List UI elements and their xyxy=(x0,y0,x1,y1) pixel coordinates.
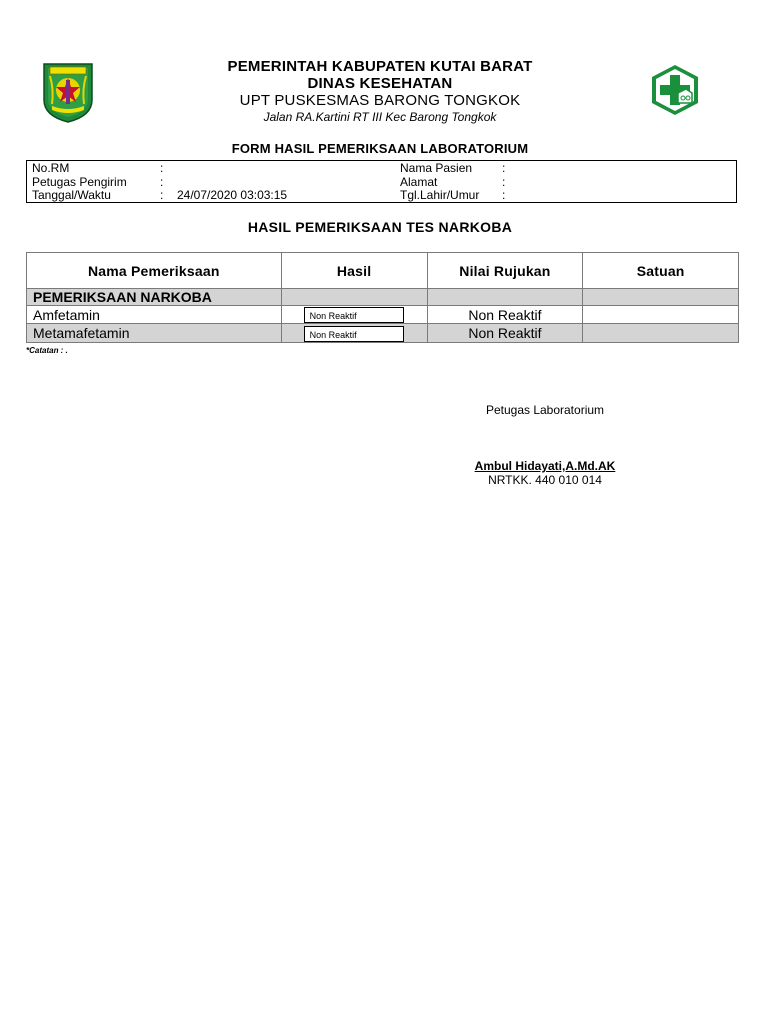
info-label: Nama Pasien xyxy=(400,161,473,175)
hasil-cell xyxy=(281,324,427,342)
catatan-note: *Catatan : . xyxy=(26,346,68,355)
info-value: 24/07/2020 03:03:15 xyxy=(177,188,288,202)
info-label: Tanggal/Waktu xyxy=(32,188,111,202)
group-cell xyxy=(427,289,583,306)
signature-nrtkk: NRTKK. 440 010 014 xyxy=(488,473,602,487)
section-title: HASIL PEMERIKSAAN TES NARKOBA xyxy=(247,219,513,235)
info-sep: : xyxy=(160,161,164,175)
info-row xyxy=(32,188,732,202)
puskesmas-logo-icon xyxy=(650,63,700,117)
column-header-hasil: Hasil xyxy=(281,253,427,289)
group-row xyxy=(27,289,739,306)
info-sep: : xyxy=(502,188,506,202)
column-header-rujukan: Nilai Rujukan xyxy=(427,253,583,289)
kutai-barat-emblem-icon xyxy=(40,60,96,124)
column-header-nama: Nama Pemeriksaan xyxy=(27,253,282,289)
group-cell xyxy=(583,289,739,306)
table-row xyxy=(27,306,739,324)
group-label: PEMERIKSAAN NARKOBA xyxy=(27,289,282,306)
rujukan-value: Non Reaktif xyxy=(427,324,583,342)
header-address: Jalan RA.Kartini RT III Kec Barong Tongkok xyxy=(263,110,497,124)
info-sep: : xyxy=(502,161,506,175)
info-label: Tgl.Lahir/Umur xyxy=(400,188,480,202)
signature-name: Ambul Hidayati,A.Md.AK xyxy=(474,459,616,473)
info-row xyxy=(32,161,732,175)
header-puskesmas: UPT PUSKESMAS BARONG TONGKOK xyxy=(239,92,521,109)
group-cell xyxy=(281,289,427,306)
patient-info-box xyxy=(26,160,737,203)
info-row xyxy=(32,175,732,189)
info-label: No.RM xyxy=(32,161,70,175)
satuan-value xyxy=(583,306,739,324)
table-header-row xyxy=(27,253,739,289)
hasil-value: Non Reaktif xyxy=(304,307,404,323)
results-table xyxy=(26,252,739,343)
info-label: Alamat xyxy=(400,175,438,189)
table-row xyxy=(27,324,739,342)
rujukan-value: Non Reaktif xyxy=(427,306,583,324)
hasil-cell xyxy=(281,306,427,324)
signature-title: Petugas Laboratorium xyxy=(485,403,605,417)
info-sep: : xyxy=(160,175,164,189)
form-title: FORM HASIL PEMERIKSAAN LABORATORIUM xyxy=(231,141,529,156)
info-label: Petugas Pengirim xyxy=(32,175,127,189)
info-sep: : xyxy=(502,175,506,189)
header-government: PEMERINTAH KABUPATEN KUTAI BARAT xyxy=(227,58,533,75)
header-department: DINAS KESEHATAN xyxy=(307,75,453,92)
hasil-value: Non Reaktif xyxy=(304,326,404,342)
info-sep: : xyxy=(160,188,164,202)
satuan-value xyxy=(583,324,739,342)
test-name: Metamafetamin xyxy=(27,324,282,342)
column-header-satuan: Satuan xyxy=(583,253,739,289)
test-name: Amfetamin xyxy=(27,306,282,324)
